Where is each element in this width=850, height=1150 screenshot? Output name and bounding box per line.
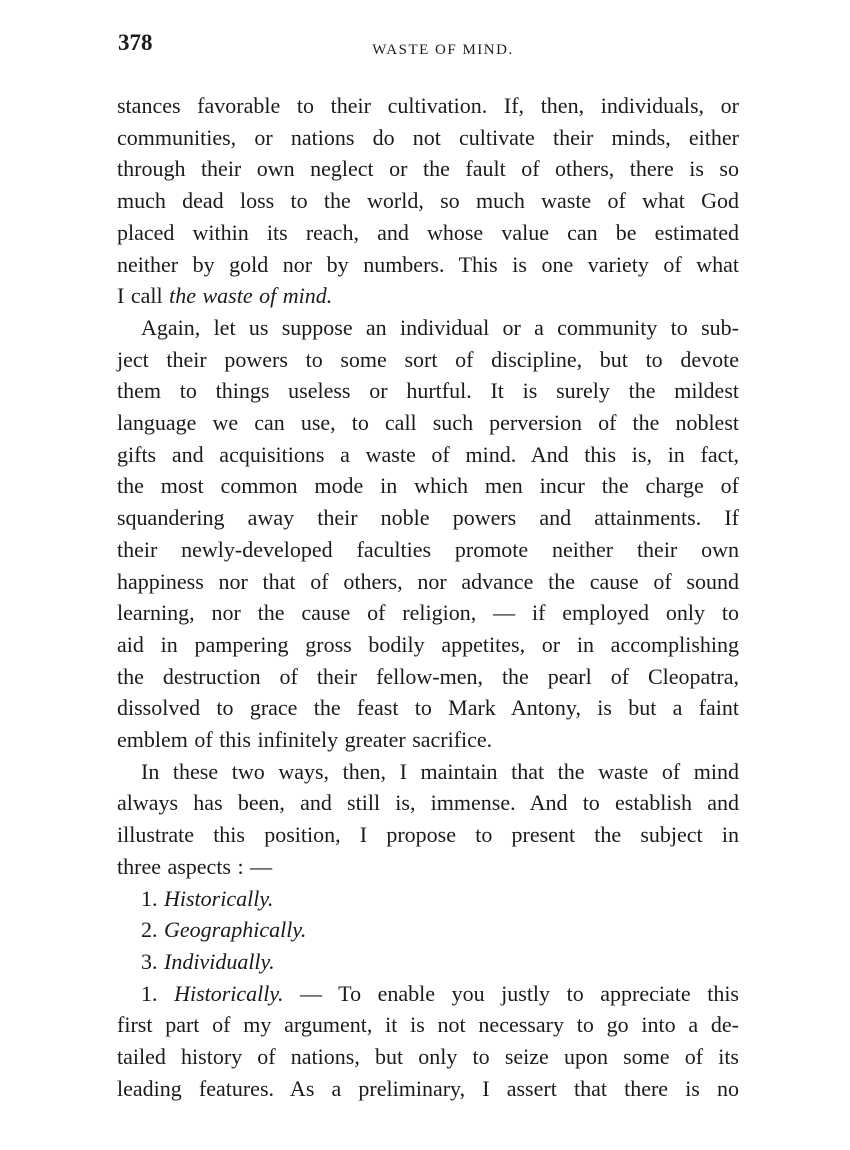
list-item	[117, 883, 739, 915]
list-number: 3.	[141, 948, 158, 974]
paragraph-2	[117, 312, 739, 756]
list-label: Individually.	[164, 948, 275, 974]
text-line: neither by gold nor by numbers. This is one variety of what	[117, 251, 739, 277]
text-line: first part of my argument, it is not necessary to go into a de-	[117, 1012, 739, 1038]
text-line: placed within its reach, and whose value can be estimated	[117, 219, 739, 245]
list-item	[117, 914, 739, 946]
text-line: their newly-developed faculties promote neither their own	[117, 536, 739, 562]
text-line: tailed history of nations, but only to seize upon some of its	[117, 1044, 739, 1070]
text-run: I call	[117, 283, 170, 309]
text-line: dissolved to grace the feast to Mark Antony, is but a faint	[117, 695, 739, 721]
text-line: language we can use, to call such perversion of the noblest	[117, 410, 739, 436]
list-number: 1.	[141, 885, 158, 911]
text-line: illustrate this position, I propose to present the subject in	[117, 822, 739, 848]
list-label: Historically.	[164, 885, 274, 911]
text-line: squandering away their noble powers and attainments. If	[117, 505, 739, 531]
list-item	[117, 946, 739, 978]
text-line: the most common mode in which men incur the charge of	[117, 473, 739, 499]
text-line: leading features. As a preliminary, I assert that there is no	[117, 1075, 739, 1101]
text-line: communities, or nations do not cultivate their minds, either	[117, 124, 739, 150]
text-line: them to things useless or hurtful. It is surely the mildest	[117, 378, 739, 404]
section-heading: Historically.	[174, 980, 284, 1006]
text-line: through their own neglect or the fault of others, there is so	[117, 156, 739, 182]
text-line: three aspects : —	[117, 853, 273, 879]
text-line: always has been, and still is, immense. And to establish and	[117, 790, 739, 816]
paragraph-4	[117, 978, 739, 1105]
text-line: gifts and acquisitions a waste of mind. And this is, in fact,	[117, 441, 739, 467]
paragraph-3	[117, 756, 739, 883]
text-line: aid in pampering gross bodily appetites, or in accomplishing	[117, 631, 739, 657]
running-title: WASTE OF MIND.	[372, 42, 514, 58]
text-line: stances favorable to their cultivation. If, then, individuals, or	[117, 93, 739, 118]
text-line: Again, let us suppose an individual or a community to sub-	[141, 314, 739, 340]
text-line: the destruction of their fellow-men, the pearl of Cleopatra,	[117, 663, 739, 689]
text-line: much dead loss to the world, so much waste of what God	[117, 188, 739, 214]
italic-phrase: the waste of mind.	[169, 283, 333, 309]
list-label: Geographically.	[164, 917, 307, 943]
page-number: 378	[118, 30, 153, 55]
body-text	[117, 90, 739, 1105]
text-run: — To enable you justly to appreciate this	[283, 980, 739, 1006]
aspect-list	[117, 883, 739, 978]
text-line: ject their powers to some sort of discipline, but to devote	[117, 346, 739, 372]
text-line	[117, 280, 739, 312]
text-line: emblem of this infinitely greater sacrifice.	[117, 727, 493, 753]
list-number: 2.	[141, 917, 158, 943]
text-line: happiness nor that of others, nor advance the cause of sound	[117, 568, 739, 594]
paragraph-1	[117, 90, 739, 312]
section-number: 1.	[141, 980, 158, 1006]
text-line: In these two ways, then, I maintain that the waste of mind	[141, 758, 739, 784]
text-line	[117, 978, 739, 1010]
text-line: learning, nor the cause of religion, — if employed only to	[117, 600, 739, 626]
